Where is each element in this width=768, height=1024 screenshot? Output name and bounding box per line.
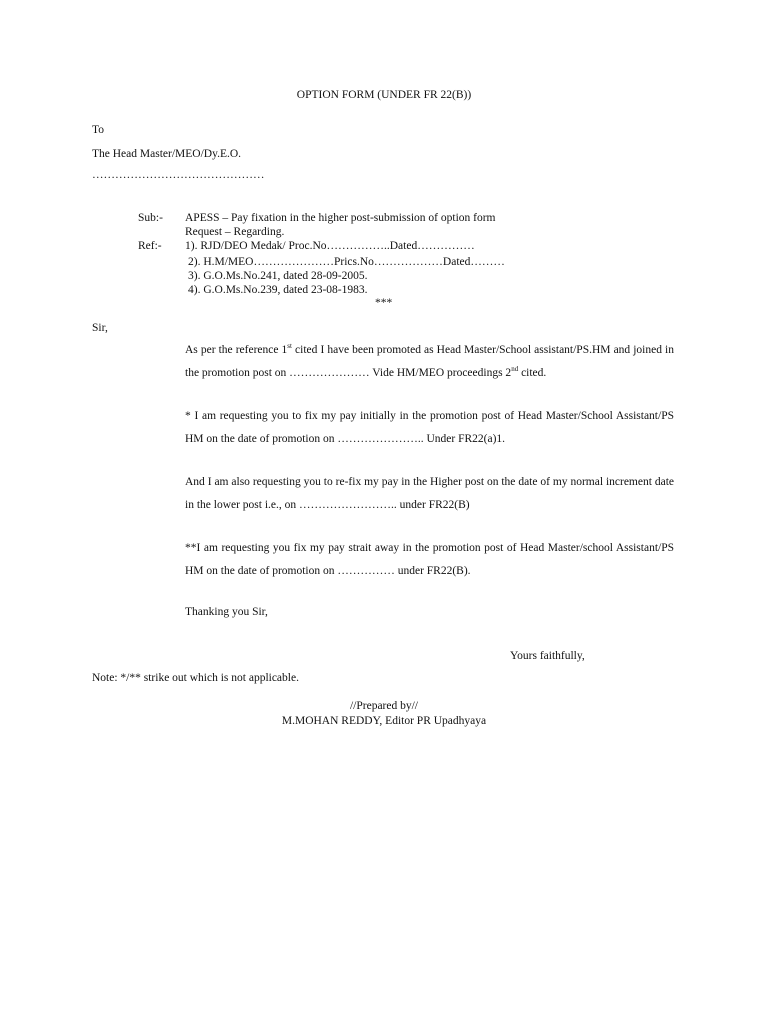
paragraph-promotion-part-1: As per the reference 1	[185, 344, 288, 356]
superscript-st: st	[287, 342, 292, 351]
reference-item-3: 3). G.O.Ms.No.241, dated 28-09-2005.	[188, 270, 368, 282]
subject-line-2: Request – Regarding.	[185, 226, 285, 238]
address-to: To	[92, 124, 104, 136]
paragraph-promotion	[138, 339, 674, 385]
prepared-by-name: M.MOHAN REDDY, Editor PR Upadhyaya	[281, 715, 487, 727]
closing-yours-faithfully: Yours faithfully,	[510, 650, 585, 662]
prepared-by-label: //Prepared by//	[349, 700, 419, 712]
address-recipient: The Head Master/MEO/Dy.E.O.	[92, 148, 242, 160]
reference-item-1: 1). RJD/DEO Medak/ Proc.No……………..Dated……………	[185, 240, 475, 252]
document-title: OPTION FORM (UNDER FR 22(B))	[296, 89, 472, 101]
address-dots: ………………………………………	[92, 169, 265, 181]
reference-label: Ref:-	[138, 240, 162, 252]
salutation: Sir,	[92, 322, 108, 334]
paragraph-promotion-part-3: cited.	[518, 367, 547, 379]
paragraph-initial-fixation: * I am requesting you to fix my pay initially in the promotion post of Head Master/School Assistant/PS HM on the date of promotion on ………………….. Under FR22(a)1.	[185, 410, 674, 445]
reference-item-4: 4). G.O.Ms.No.239, dated 23-08-1983.	[188, 284, 368, 296]
reference-separator: ***	[375, 297, 393, 309]
note-line: Note: */** strike out which is not applicable.	[92, 672, 299, 684]
reference-item-2: 2). H.M/MEO…………………Prics.No………………Dated………	[188, 256, 505, 268]
paragraph-promotion-part-2: cited I have been promoted as Head Master/School assistant/PS.HM and joined in the promotion post on ………………… Vide HM/MEO proceedings 2	[185, 344, 674, 379]
subject-label: Sub:-	[138, 212, 163, 224]
paragraph-direct-fixation: **I am requesting you fix my pay strait away in the promotion post of Head Master/school Assistant/PS HM on the date of promotion on …………… under FR22(B).	[185, 542, 674, 577]
subject-line-1: APESS – Pay fixation in the higher post-submission of option form	[185, 212, 496, 224]
paragraph-refixation: And I am also requesting you to re-fix my pay in the Higher post on the date of my normal increment date in the lower post i.e., on …………………….. under FR22(B)	[185, 476, 674, 511]
thanks-line: Thanking you Sir,	[185, 606, 268, 618]
superscript-nd: nd	[511, 365, 519, 374]
